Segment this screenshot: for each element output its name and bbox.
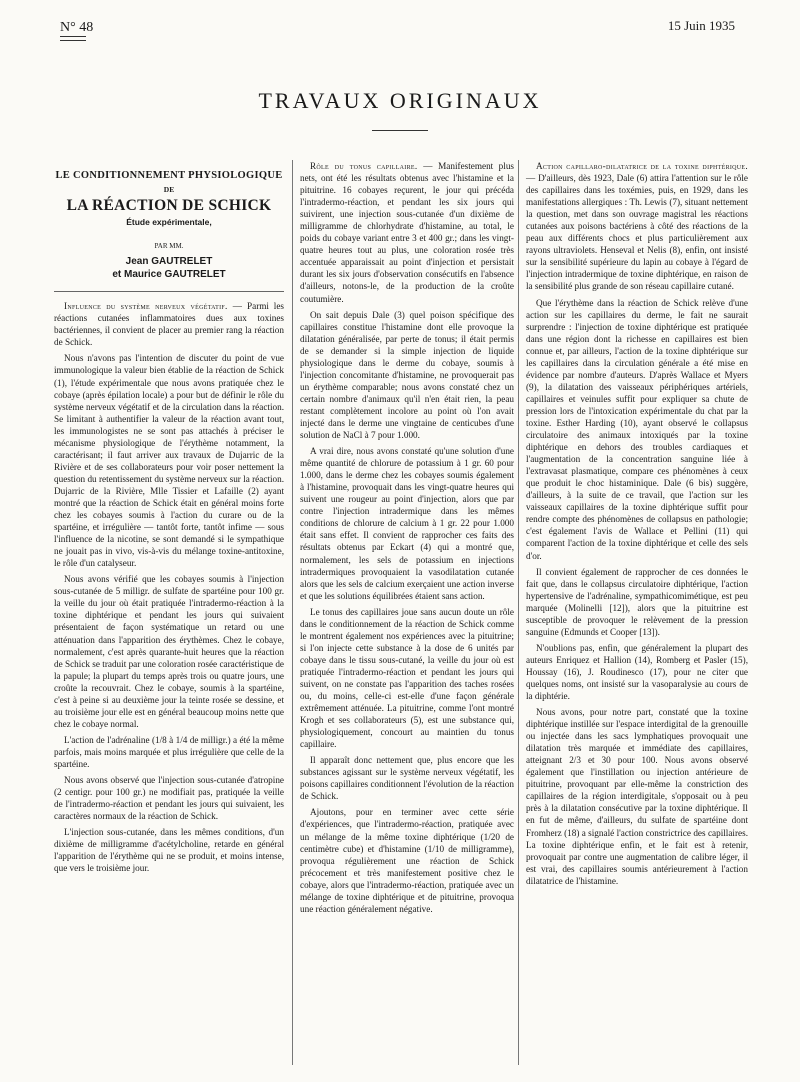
paragraph <box>300 445 514 602</box>
issue-number: N° 48 <box>60 20 94 35</box>
page-header <box>0 0 800 40</box>
paragraph-text: Nous n'avons pas l'intention de discuter du point de vue immunologique la valeur bien établie de la réaction de Schick (1), l'étude expérimentale que nous avons pratiquée chez le cobaye (après épilation locale) a pour but de définir le rôle du système nerveux végétatif et de la circulation dans la réaction. Se limitant à authentifier la valeur de la réaction avant tout, les immunologistes ne se sont pas attachés à préciser le mécanisme physiologique de l'érythème notamment, la caractérisant; il faut arriver aux travaux de Dujarric de la Rivière et de ses collaborateurs pour voir poser nettement la question du retentissement du système nerveux sur la réaction. Dujarric de la Rivière, Mlle Tissier et Lafaille (2) ayant montré que la réaction de Schick était en général moins forte chez les cobayes soumis à l'action du curare ou de la spartéine, et irrégulière — tantôt forte, tantôt infime — sous l'influence de la nicotine, se sont demandé si le sympathique ne jouait pas in vivo, vis-à-vis du mélange toxine-antitoxine, le rôle d'un catalyseur. <box>54 353 284 569</box>
paragraph-text: N'oublions pas, enfin, que généralement la plupart des auteurs Enriquez et Hallion (14), Romberg et Pasler (15), Houssay (16), J. Roudinesco (17), pour ne citer que quelques noms, ont insisté sur la vasoparalysie au cours de la diphtérie. <box>526 642 748 702</box>
paragraph <box>300 606 514 751</box>
paragraph <box>54 352 284 569</box>
paragraph <box>526 706 748 887</box>
paragraph <box>300 309 514 442</box>
article-par: PAR MM. <box>154 242 184 251</box>
paragraph-text: A vrai dire, nous avons constaté qu'une solution d'une même quantité de chlorure de potassium à 1 gr. 60 pour 1.000, dans le derme chez les cobayes soumis également à l'histamine, provoquait dans les vingt-quatre heures qui suivent une rougeur au point d'injection, alors que par contre l'injection intradermique dans les mêmes conditions de chlorure de calcium à 1 gr. 22 pour 1.000 était sans effet. Il convient de rapprocher ces faits des résultats obtenus par Eckart (4) qui a montré que, normalement, les sels de potassium en injections intradermiques provoquaient la vasodilatation cutanée alors que les sels de calcium exerçaient une action inverse et que les solutions équilibrées étaient sans action. <box>300 446 514 601</box>
author-2: et Maurice GAUTRELET <box>112 269 226 281</box>
paragraph-text: Nous avons observé que l'injection sous-cutanée d'atropine (2 centigr. pour 100 gr.) ne modifiait pas, pratiquée la veille de l'intradermo-réaction et pendant les jours qui suivaient, les caractères normaux de la réaction de Schick. <box>54 775 284 822</box>
paragraph <box>526 566 748 638</box>
column-2 <box>300 160 514 919</box>
section-rule <box>372 130 428 131</box>
heading-rule <box>54 291 284 292</box>
paragraph-text: Manifestement plus nets, ont été les résultats obtenus avec l'histamine et la pituitrine. 16 cobayes reçurent, le jour qui précéda l'intradermo-réaction, et pendant les six jours qui suivirent, une injection sous-cutanée d'un dixième de milligramme de chlorhydrate d'histamine, au total, le poids du cobaye variant entre 3 et 400 gr.; dans les vingt-quatre heures tout au plus, une coloration rosée très accentuée apparaissait au point d'injection et persistait durant les six jours d'observation consécutifs en l'absence d'ailleurs, notons-le, de la production de la croûte coutumière. <box>300 161 514 304</box>
paragraph <box>54 573 284 730</box>
paragraph-text: On sait depuis Dale (3) quel poison spécifique des capillaires constitue l'histamine dont elle provoque la dilatation généralisée, par perte de tonus; il était permis de se demander si la simple injection de liquide physiologique dans le derme du cobaye, soumis à l'injection concomitante d'histamine, ne provoquerait pas un érythème comparable; nous avons constaté chez un certain nombre d'animaux qu'il n'en était rien, la peau restant complètement incolore au point où l'on avait injecté dans le derme une vingtaine de centicubes d'une solution de NaCl à 7 pour 1.000. <box>300 309 514 441</box>
paragraph <box>54 826 284 874</box>
paragraph-text: L'action de l'adrénaline (1/8 à 1/4 de milligr.) a été la même parfois, mais moins marquée et plus irrégulière que celle de la spartéine. <box>54 734 284 769</box>
paragraph-text: Il apparaît donc nettement que, plus encore que les substances agissant sur le système nerveux végétatif, les poisons capillaires conditionnent l'évolution de la réaction de Schick. <box>300 755 514 802</box>
issue-underline <box>60 36 86 37</box>
paragraph-lead: Action capillaro-dilatatrice de la toxine diphtérique. — <box>526 161 748 184</box>
paragraph-lead: Influence du système nerveux végétatif. — <box>64 301 243 312</box>
paragraph <box>54 300 284 348</box>
paragraph-text: Il convient également de rapprocher de ces données le fait que, dans le collapsus circulatoire diphtérique, l'action hypertensive de l'adrénaline, sympathicomimétique, est peu marquée (Molinelli [12]), alors que la pituitrine est susceptible de provoquer le relèvement de la pression sanguine (Edmunds et Cooper [13]). <box>526 566 748 637</box>
paragraph-text: Que l'érythème dans la réaction de Schick relève d'une action sur les capillaires du derme, le fait ne saurait surprendre : l'injection de toxine diphtérique est pratiquée dans une région dont la richesse en capillaires est bien connue et, par ailleurs, l'action de la toxine diphtérique sur les capillaires dans la circulation générale a été mise en évidence par nombre d'auteurs. D'après Wallace et Myers (9), la dilatation des vaisseaux périphériques artériels, capillaires et veinules suffit pour expliquer sa chute de pression lors de l'intoxication expérimentale du chat par la toxine. Esther Harding (10), ayant observé le collapsus circulatoire des animaux intoxiqués par la toxine diphtérique en dehors des troubles cardiaques et l'augmentation de la concentration sanguine liée à l'extravasat plasmatique, compare ces phénomènes à ceux que produit le choc histaminique. Dale (6 bis) suggère, d'ailleurs, à la suite de ce travail, que l'action sur les vaisseaux capillaires de la toxine diphtérique suffit pour rendre compte des phénomènes de collapsus en pathologie; c'est également l'avis de Wallace et Pellini (11) qui comparent l'action de la toxine diphtérique et celle des sels d'or. <box>526 297 748 561</box>
paragraph <box>526 160 748 293</box>
column-3-text <box>526 160 748 887</box>
article-title-line1: LE CONDITIONNEMENT PHYSIOLOGIQUE <box>55 170 283 181</box>
paragraph <box>300 754 514 802</box>
paragraph <box>300 160 514 305</box>
paragraph-lead: Rôle du tonus capillaire. — <box>310 161 433 171</box>
paragraph-text: D'ailleurs, dès 1923, Dale (6) attira l'attention sur le rôle des capillaires dans les toxémies, puis, en 1929, dans les manifestations allergiques : Th. Lewis (7), situant nettement la question, met dans son ouvrage magistral les réactions cutanées aux poisons bactériens à côté des réactions de la peau aux différents chocs et plus particulièrement aux rayons ultraviolets. Henseval et Nelis (8), enfin, ont insisté sur la sensibilité supérieure du lapin au cobaye à l'égard de l'injection intradermique de toxine diphtérique, en raison de la sensibilité plus grande de son réseau capillaire cutané. <box>526 173 748 292</box>
paragraph-text: Nous avons, pour notre part, constaté que la toxine diphtérique instillée sur l'espace interdigital de la grenouille ou injectée dans les sacs lymphatiques provoquait une dilatation très marquée et immédiate des capillaires, atteignant 2/3 et 30 pour 100. Nous avons observé également que l'instillation ou injection antérieure de pituitrine, provoquant par elle-même la constriction des capillaires de la région interdigitale, s'opposait ou à peu près à la dilatation consécutive par la toxine diphtérique. Il en fut de même, d'ailleurs, du sulfate de spartéine dont Fromherz (18) a signalé l'action constrictrice des capillaires. La toxine diphtérique enfin, et le fait est à retenir, provoquait par contre une augmentation de calibre léger, il est vrai, des capillaires soumis antérieurement à l'action dilatatrice de l'histamine. <box>526 707 748 886</box>
paragraph <box>54 734 284 770</box>
column-divider <box>292 160 293 1065</box>
column-3 <box>526 160 748 891</box>
paragraph <box>526 297 748 562</box>
paragraph-text: L'injection sous-cutanée, dans les mêmes conditions, d'un dixième de milligramme d'acétylcholine, retarde en général l'apparition de l'érythème qui ne se produit, et moins intense, que vers le troisième jour. <box>54 827 284 874</box>
paragraph-text: Parmi les réactions cutanées inflammatoires dues aux toxines bactériennes, il convient de placer au premier rang la réaction de Schick. <box>54 301 284 348</box>
issue-date: 15 Juin 1935 <box>667 18 735 33</box>
paragraph-text: Nous avons vérifié que les cobayes soumis à l'injection sous-cutanée de 5 milligr. de sulfate de spartéine pour 100 gr. la veille du jour où était pratiquée l'intradermo-réaction à la toxine diphtérique et pendant les jours qui suivaient présentaient de façon systématique un retard ou une atténuation dans l'apparition des érythèmes. Chez le cobaye, normalement, c'est après quarante-huit heures que la réaction de Schick se traduit par une coloration rosée caractéristique de la papule; la plupart du temps après trois ou quatre jours, une croûte la recouvrait. Chez le cobaye, soumis à la spartéine, c'est à peine si au deuxième jour la teinte rosée se dessine, et au troisième jour elle est en général beaucoup moins nette que chez le cobaye normal. <box>54 574 284 729</box>
paragraph <box>300 806 514 914</box>
article-subtitle: Étude expérimentale, <box>126 217 212 228</box>
column-1 <box>54 160 284 878</box>
paragraph-text: Le tonus des capillaires joue sans aucun doute un rôle dans le conditionnement de la réaction de Schick comme le montrent également nos expériences avec la pituitrine; si l'on injecte cette substance à la dose de 6 unités par cobaye dans le tissu sous-cutané, la veille du jour où est pratiquée l'intradermo-réaction et pendant les jours qui suivent, on ne constate pas l'apparition des taches rosées ou, du moins, celle-ci est-elle d'une façon générale extrêmement atténuée. La pituitrine, comme l'ont montré Krogh et ses collaborateurs (5), est une substance qui, physiologiquement, concourt au maintien du tonus capillaire. <box>300 606 514 750</box>
column-1-text <box>54 300 284 874</box>
article-title-de: DE <box>163 185 175 195</box>
article-title-main: LA RÉACTION DE SCHICK <box>66 197 272 215</box>
column-divider <box>518 160 519 1065</box>
author-1: Jean GAUTRELET <box>125 256 213 268</box>
paragraph <box>54 774 284 822</box>
paragraph-text: Ajoutons, pour en terminer avec cette série d'expériences, que l'intradermo-réaction, pratiquée avec un mélange de la même toxine diphtérique (1/20 de centimètre cube) et d'histamine (1/10 de milligramme), provoqua régulièrement une réaction de Schick précocement et très manifestement positive chez le cobaye, alors que l'intradermo-réaction, pratiquée avec un mélange de toxine diphtérique et de pituitrine, provoqua une réaction généralement négative. <box>300 807 514 914</box>
article-heading <box>54 170 284 292</box>
paragraph <box>526 642 748 702</box>
column-2-text <box>300 160 514 915</box>
section-title: TRAVAUX ORIGINAUX <box>258 88 542 113</box>
issue-underline-2 <box>60 40 86 41</box>
